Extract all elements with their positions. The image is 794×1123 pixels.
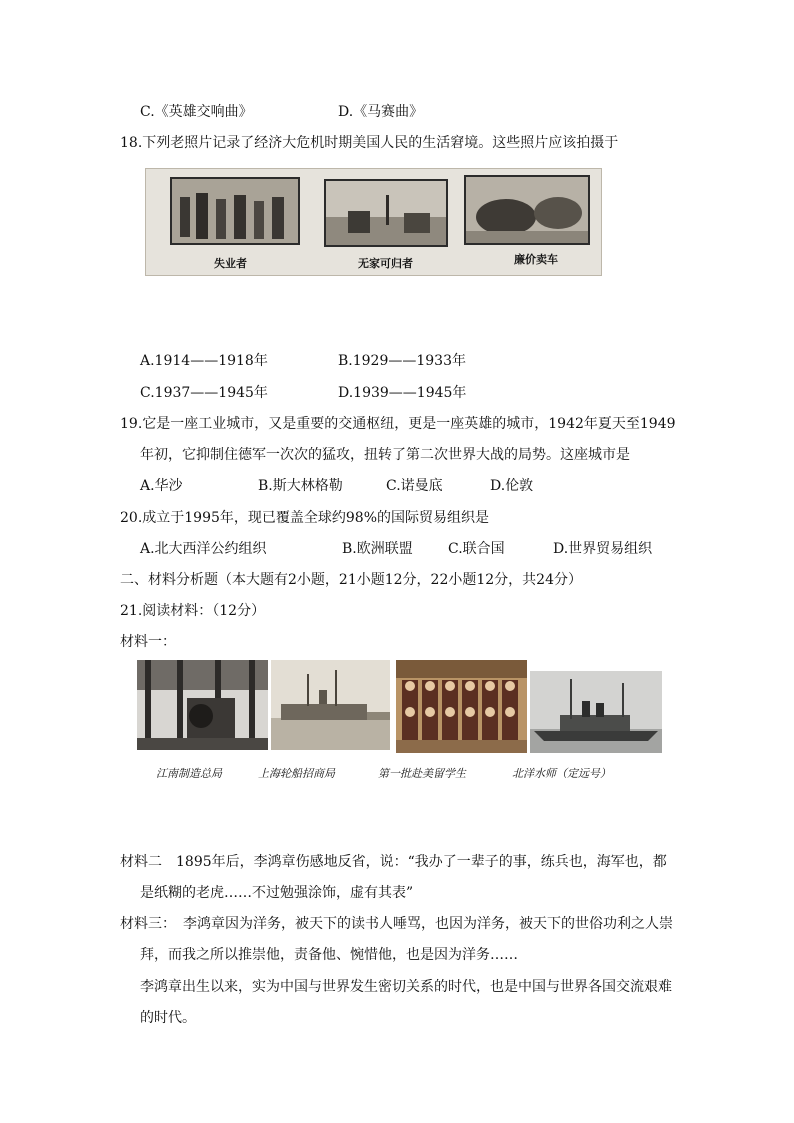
q19-stem-line1: 19.它是一座工业城市，又是重要的交通枢纽，更是一座英雄的城市，1942年夏天至1949: [120, 416, 676, 432]
q18-option-b: B.1929——1933年: [338, 353, 466, 369]
q18-option-a: A.1914——1918年: [140, 353, 268, 369]
q20-option-a: A.北大西洋公约组织: [140, 541, 267, 557]
material3-line4: 的时代。: [140, 1010, 196, 1026]
material2-line1: 材料二 1895年后，李鸿章伤感地反省，说：“我办了一辈子的事，练兵也，海军也，都: [120, 854, 667, 870]
q20-stem: 20.成立于1995年，现已覆盖全球约98%的国际贸易组织是: [120, 510, 490, 526]
photo-steamship-merchants: [271, 660, 390, 750]
photo-car-sale: [464, 175, 590, 245]
q20-option-d: D.世界贸易组织: [553, 541, 653, 557]
photo-homeless: [324, 179, 448, 247]
q19-option-a: A.华沙: [140, 478, 183, 494]
material2-line2: 是纸糊的老虎……不过勉强涂饰，虚有其表”: [140, 885, 414, 901]
material3-line1: 材料三： 李鸿章因为洋务，被天下的读书人唾骂，也因为洋务，被天下的世俗功利之人崇: [120, 916, 673, 932]
material3-line2: 拜，而我之所以推崇他，责备他、惋惜他，也是因为洋务……: [140, 947, 518, 963]
caption-car-sale: 廉价卖车: [514, 253, 558, 266]
q20-option-b: B.欧洲联盟: [342, 541, 413, 557]
caption-homeless: 无家可归者: [358, 257, 413, 270]
photo-beiyang-dingyuan: [530, 671, 662, 753]
photo-unemployed: [170, 177, 300, 245]
q19-stem-line2: 年初，它抑制住德军一次次的猛攻，扭转了第二次世界大战的局势。这座城市是: [140, 447, 630, 463]
q21-stem: 21.阅读材料：（12分）: [120, 603, 266, 619]
q17-option-d: D.《马赛曲》: [338, 104, 424, 120]
section2-heading: 二、材料分析题（本大题有2小题，21小题12分，22小题12分，共24分）: [120, 572, 582, 588]
q19-option-c: C.诺曼底: [386, 478, 443, 494]
q18-option-d: D.1939——1945年: [338, 385, 467, 401]
caption-first-students: 第一批赴美留学生: [378, 767, 466, 780]
photo-jiangnan-arsenal: [137, 660, 268, 750]
material3-line3: 李鸿章出生以来，实为中国与世界发生密切关系的时代，也是中国与世界各国交流艰难: [140, 979, 672, 995]
caption-beiyang-dingyuan: 北洋水师（定远号）: [512, 767, 611, 780]
caption-unemployed: 失业者: [214, 257, 247, 270]
caption-jiangnan-arsenal: 江南制造总局: [156, 767, 222, 780]
q18-option-c: C.1937——1945年: [140, 385, 268, 401]
photo-first-students: [396, 660, 527, 753]
q18-stem: 18.下列老照片记录了经济大危机时期美国人民的生活窘境。这些照片应该拍摄于: [120, 135, 619, 151]
q19-option-b: B.斯大林格勒: [258, 478, 343, 494]
q20-option-c: C.联合国: [448, 541, 505, 557]
material1-label: 材料一：: [120, 634, 176, 650]
q17-option-c: C.《英雄交响曲》: [140, 104, 253, 120]
q18-photo-strip: [145, 168, 602, 276]
caption-steamship-merchants: 上海轮船招商局: [258, 767, 335, 780]
q19-option-d: D.伦敦: [490, 478, 534, 494]
